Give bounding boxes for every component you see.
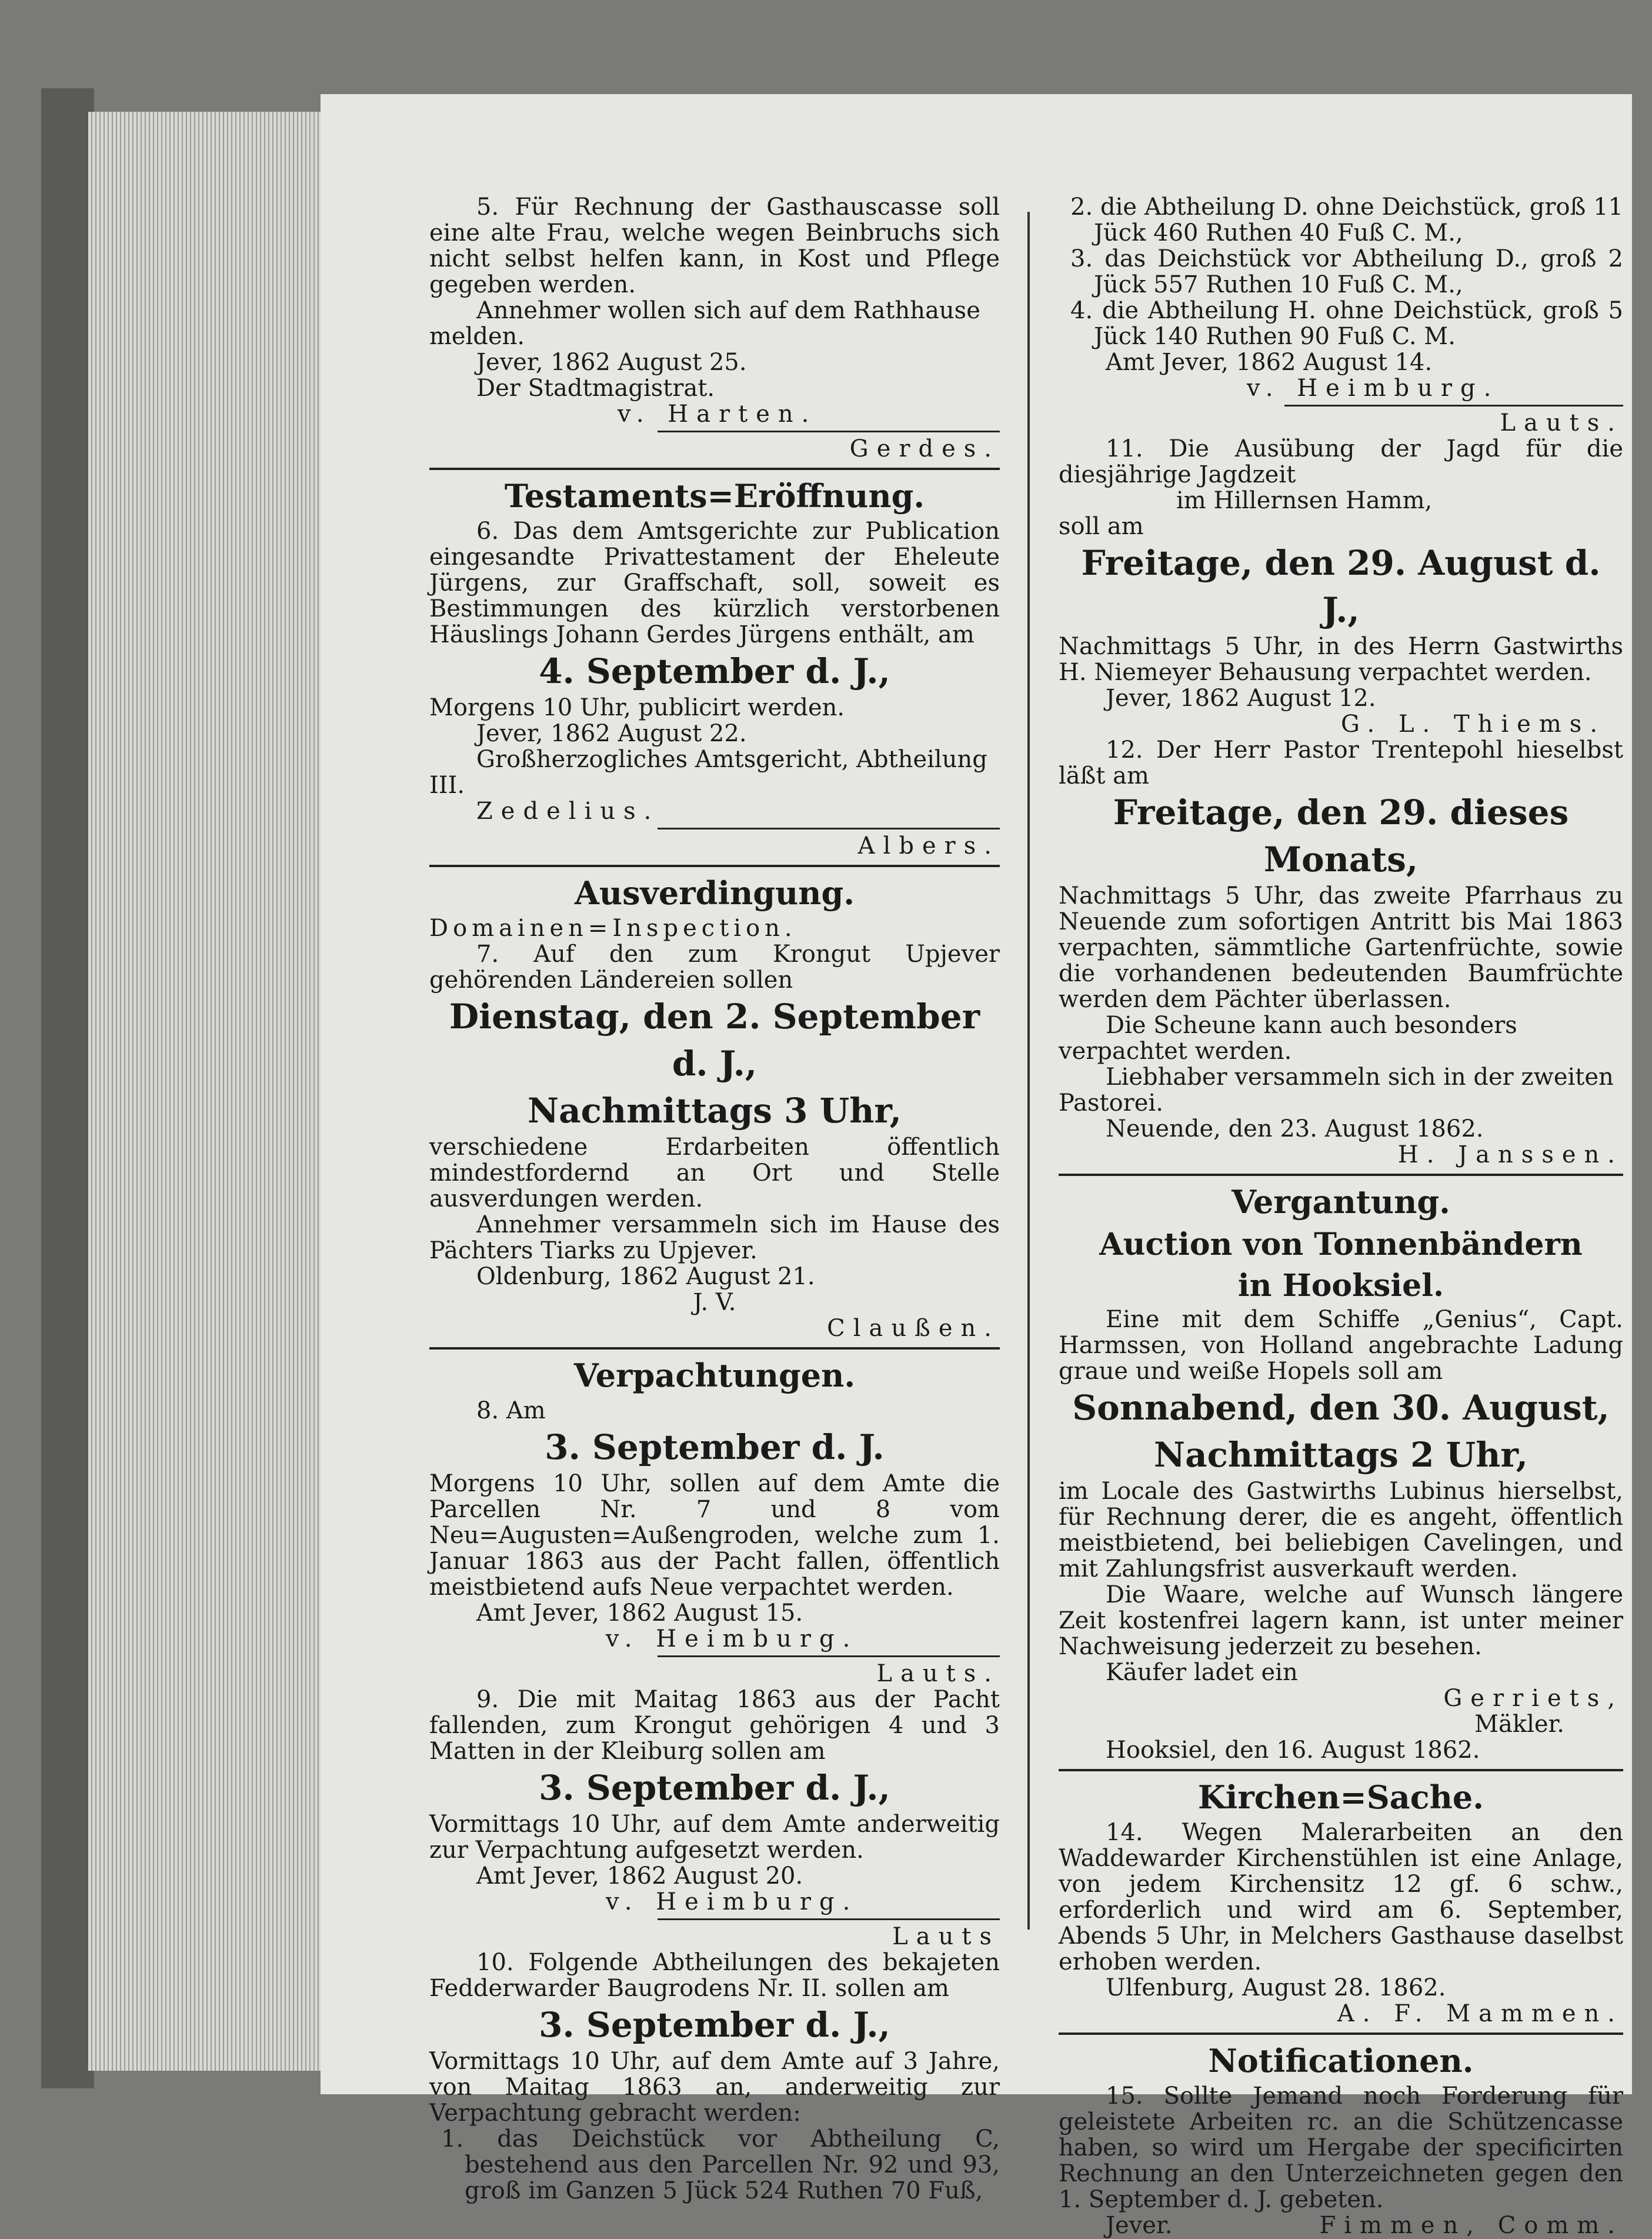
notice-10-text: 10. Folgende Abtheilungen des bekajeten Fedderwarder Baugrodens Nr. II. sollen am — [429, 1949, 1000, 2002]
notice-12-signature: H. Janssen. — [1397, 1141, 1623, 1168]
notice-5-signature: v. Harten. — [618, 401, 817, 428]
notice-11-text: 11. Die Ausübung der Jagd für die diesjährige Jagdzeit — [1059, 435, 1623, 488]
notice-14-place-date: Ulfenburg, August 28. 1862. — [1106, 1974, 1446, 2001]
notice-12-meeting: Liebhaber versammeln sich in der zweiten Pastorei. — [1059, 1064, 1614, 1117]
notice-11-body: Nachmittags 5 Uhr, in des Herrn Gastwirths H. Niemeyer Behausung verpachtet werden. — [1059, 633, 1623, 686]
notice-11-place-date: Jever, 1862 August 12. — [1106, 685, 1376, 712]
notice-8-intro: 8. Am — [476, 1397, 546, 1424]
notice-12-barn: Die Scheune kann auch besonders verpachtet werden. — [1059, 1012, 1517, 1065]
notice-7-time-bold: Nachmittags 3 Uhr, — [528, 1091, 902, 1131]
notice-12-body: Nachmittags 5 Uhr, das zweite Pfarrhaus zu Neuende zum sofortigen Antritt bis Mai 1863 verpachten, sämmtliche Gartenfrüchte, sowie die vorhandenen bedeutenden Baumfrüchte werden dem Pächter überlassen. — [1059, 882, 1623, 1013]
divider — [658, 1655, 1000, 1657]
notice-11-soll-am: soll am — [1059, 513, 1144, 540]
section-rule — [1059, 1174, 1623, 1176]
notice-15-footer — [1059, 2213, 1623, 2238]
notice-10-item-1: 1. das Deichstück vor Abtheilung C, bestehend aus den Parcellen Nr. 92 und 93, groß im Ganzen 5 Jück 524 Ruthen 70 Fuß, — [441, 2125, 1000, 2204]
notice-8-clerk: Lauts. — [876, 1660, 1000, 1687]
notice-15-signature: Fimmen, Comm. — [1319, 2212, 1623, 2239]
section-rule — [1059, 1769, 1623, 1771]
notice-13-body: im Locale des Gastwirths Lubinus hierselbst, für Rechnung derer, die es angeht, öffentlich meistbietend, bei beliebigen Cavelingen, und mit Zahlungsfrist ausverkauft werden. — [1059, 1478, 1623, 1582]
notice-10-body: Vormittags 10 Uhr, auf dem Amte auf 3 Jahre, von Maitag 1863 an, anderweitig zur Verpachtung gebracht werden: — [429, 2048, 1000, 2127]
notice-6-date-bold: 4. September d. J., — [539, 651, 890, 691]
column-divider — [1027, 212, 1030, 1930]
notice-9-body: Vormittags 10 Uhr, auf dem Amte anderweitig zur Verpachtung aufgesetzt werden. — [429, 1811, 1000, 1864]
notice-14-text: 14. Wegen Malerarbeiten an den Waddewarder Kirchenstühlen ist eine Anlage, von jedem Kirchensitz 12 gf. 6 schw., erforderlich und wird am 6. September, Abends 5 Uhr, in Melchers Gasthause daselbst erhoben werden. — [1059, 1819, 1623, 1975]
section-rule — [429, 865, 1000, 867]
heading-testament: Testaments=Eröffnung. — [504, 477, 925, 515]
notice-9-date-bold: 3. September d. J., — [539, 1768, 890, 1808]
notice-13-title: Auction von Tonnenbändern — [1099, 1227, 1583, 1262]
notice-9-text: 9. Die mit Maitag 1863 aus der Pacht fallenden, zum Krongut gehörigen 4 und 3 Matten in der Kleiburg sollen am — [429, 1686, 1000, 1765]
notice-13-time-bold: Nachmittags 2 Uhr, — [1154, 1435, 1528, 1475]
divider — [658, 1918, 1000, 1920]
notice-9-signature: v. Heimburg. — [606, 1888, 859, 1915]
book-binding — [41, 88, 94, 2088]
notice-13-subtitle: in Hooksiel. — [1237, 1268, 1444, 1304]
notice-7-meeting: Annehmer versammeln sich im Hause des Pächters Tiarks zu Upjever. — [429, 1211, 1000, 1264]
notice-6-time: Morgens 10 Uhr, publicirt werden. — [429, 694, 845, 721]
divider — [658, 431, 1000, 432]
notice-8-date-bold: 3. September d. J. — [545, 1427, 885, 1467]
notice-5-date: Jever, 1862 August 25. — [476, 349, 747, 376]
divider — [1284, 405, 1623, 407]
notice-9-place-date: Amt Jever, 1862 August 20. — [476, 1862, 803, 1890]
section-rule — [429, 468, 1000, 470]
notice-12-date-bold: Freitage, den 29. dieses Monats, — [1113, 792, 1569, 879]
notice-5-note: Annehmer wollen sich auf dem Rathhause melden. — [429, 297, 980, 350]
notice-5-issuer: Der Stadtmagistrat. — [476, 375, 715, 402]
notice-12-text: 12. Der Herr Pastor Trentepohl hieselbst läßt am — [1059, 737, 1623, 789]
notice-7-department: Domainen=Inspection. — [429, 915, 797, 942]
page-edges — [88, 112, 323, 2071]
divider — [658, 828, 1000, 829]
notice-14-signature: A. F. Mammen. — [1337, 2000, 1623, 2027]
notice-13-invite: Käufer ladet ein — [1106, 1659, 1298, 1686]
notice-7-initials: J. V. — [693, 1289, 736, 1316]
notice-15-place: Jever. — [1106, 2212, 1173, 2239]
notice-15-text: 15. Sollte Jemand noch Forderung für geleistete Arbeiten rc. an die Schützencasse haben, so wird um Hergabe der specificirten Rechnung an den Unterzeichneten gegen den 1. September d. J. gebeten. — [1059, 2083, 1623, 2213]
notice-7-date-bold: Dienstag, den 2. September d. J., — [449, 997, 980, 1084]
notice-12-place-date: Neuende, den 23. August 1862. — [1106, 1115, 1484, 1142]
heading-vergantung: Vergantung. — [1232, 1183, 1450, 1221]
notice-9-clerk: Lauts — [892, 1923, 1000, 1950]
right-column — [1059, 194, 1623, 2238]
notice-7-place-date: Oldenburg, 1862 August 21. — [476, 1263, 815, 1290]
notice-10-item-4: 4. die Abtheilung H. ohne Deichstück, groß 5 Jück 140 Ruthen 90 Fuß C. M. — [1070, 297, 1623, 350]
notice-10-date-bold: 3. September d. J., — [539, 2005, 890, 2045]
notice-11-signature: G. L. Thiems. — [1341, 711, 1606, 738]
notice-13-storage: Die Waare, welche auf Wunsch längere Zeit kostenfrei lagern kann, ist unter meiner Nachweisung jederzeit zu besehen. — [1059, 1581, 1623, 1660]
notice-8-body: Morgens 10 Uhr, sollen auf dem Amte die Parcellen Nr. 7 und 8 vom Neu=Augusten=Außengroden, welche zum 1. Januar 1863 aus der Pacht fallen, öffentlich meistbietend aufs Neue verpachtet werden. — [429, 1470, 1000, 1601]
notice-8-place-date: Amt Jever, 1862 August 15. — [476, 1600, 803, 1627]
notice-13-role: Mäkler. — [1474, 1711, 1564, 1738]
notice-11-place: im Hillernsen Hamm, — [1176, 487, 1433, 514]
section-rule — [1059, 2033, 1623, 2035]
notice-6-text: 6. Das dem Amtsgerichte zur Publication eingesandte Privattestament der Eheleute Jürgens, zur Graffschaft, soll, soweit es Bestimmungen des kürzlich verstorbenen Häuslings Johann Gerdes Jürgens enthält, am — [429, 518, 1000, 648]
notice-13-text: Eine mit dem Schiffe „Genius“, Capt. Harmssen, von Holland angebrachte Ladung graue und weiße Hopels soll am — [1059, 1306, 1623, 1385]
notice-6-court: Großherzogliches Amtsgericht, Abtheilung III. — [429, 746, 987, 799]
left-column — [429, 194, 1000, 2204]
section-rule — [429, 1347, 1000, 1350]
heading-verpachtungen: Verpachtungen. — [573, 1357, 856, 1394]
notice-6-clerk: Albers. — [857, 832, 1000, 859]
notice-5-clerk: Gerdes. — [849, 435, 1000, 462]
notice-5-text: 5. Für Rechnung der Gasthauscasse soll eine alte Frau, welche wegen Beinbruchs sich nicht selbst helfen kann, in Kost und Pflege gegeben werden. — [429, 194, 1000, 298]
notice-7-text: 7. Auf den zum Krongut Upjever gehörenden Ländereien sollen — [429, 941, 1000, 994]
heading-ausverdingung: Ausverdingung. — [574, 874, 855, 912]
notice-10-item-3: 3. das Deichstück vor Abtheilung D., groß 2 Jück 557 Ruthen 10 Fuß C. M., — [1070, 245, 1623, 298]
heading-notificationen: Notificationen. — [1208, 2042, 1474, 2080]
notice-6-place-date: Jever, 1862 August 22. — [476, 720, 747, 747]
notice-10-signature: v. Heimburg. — [1247, 375, 1500, 402]
notice-13-place-date: Hooksiel, den 16. August 1862. — [1106, 1737, 1480, 1764]
heading-kirchen: Kirchen=Sache. — [1197, 1778, 1484, 1816]
notice-11-date-bold: Freitage, den 29. August d. J., — [1081, 543, 1601, 630]
notice-7-body: verschiedene Erdarbeiten öffentlich mindestfordernd an Ort und Stelle ausverdungen werden. — [429, 1134, 1000, 1212]
notice-13-signature: Gerriets, — [1443, 1685, 1623, 1712]
notice-10-item-2: 2. die Abtheilung D. ohne Deichstück, groß 11 Jück 460 Ruthen 40 Fuß C. M., — [1070, 194, 1623, 246]
notice-6-signature: Zedelius. — [476, 798, 660, 825]
notice-7-signature: Claußen. — [827, 1315, 1000, 1342]
notice-10-clerk: Lauts. — [1500, 409, 1623, 437]
notice-13-date-bold: Sonnabend, den 30. August, — [1072, 1388, 1610, 1428]
notice-10-place-date: Amt Jever, 1862 August 14. — [1106, 349, 1433, 376]
notice-8-signature: v. Heimburg. — [606, 1625, 859, 1652]
